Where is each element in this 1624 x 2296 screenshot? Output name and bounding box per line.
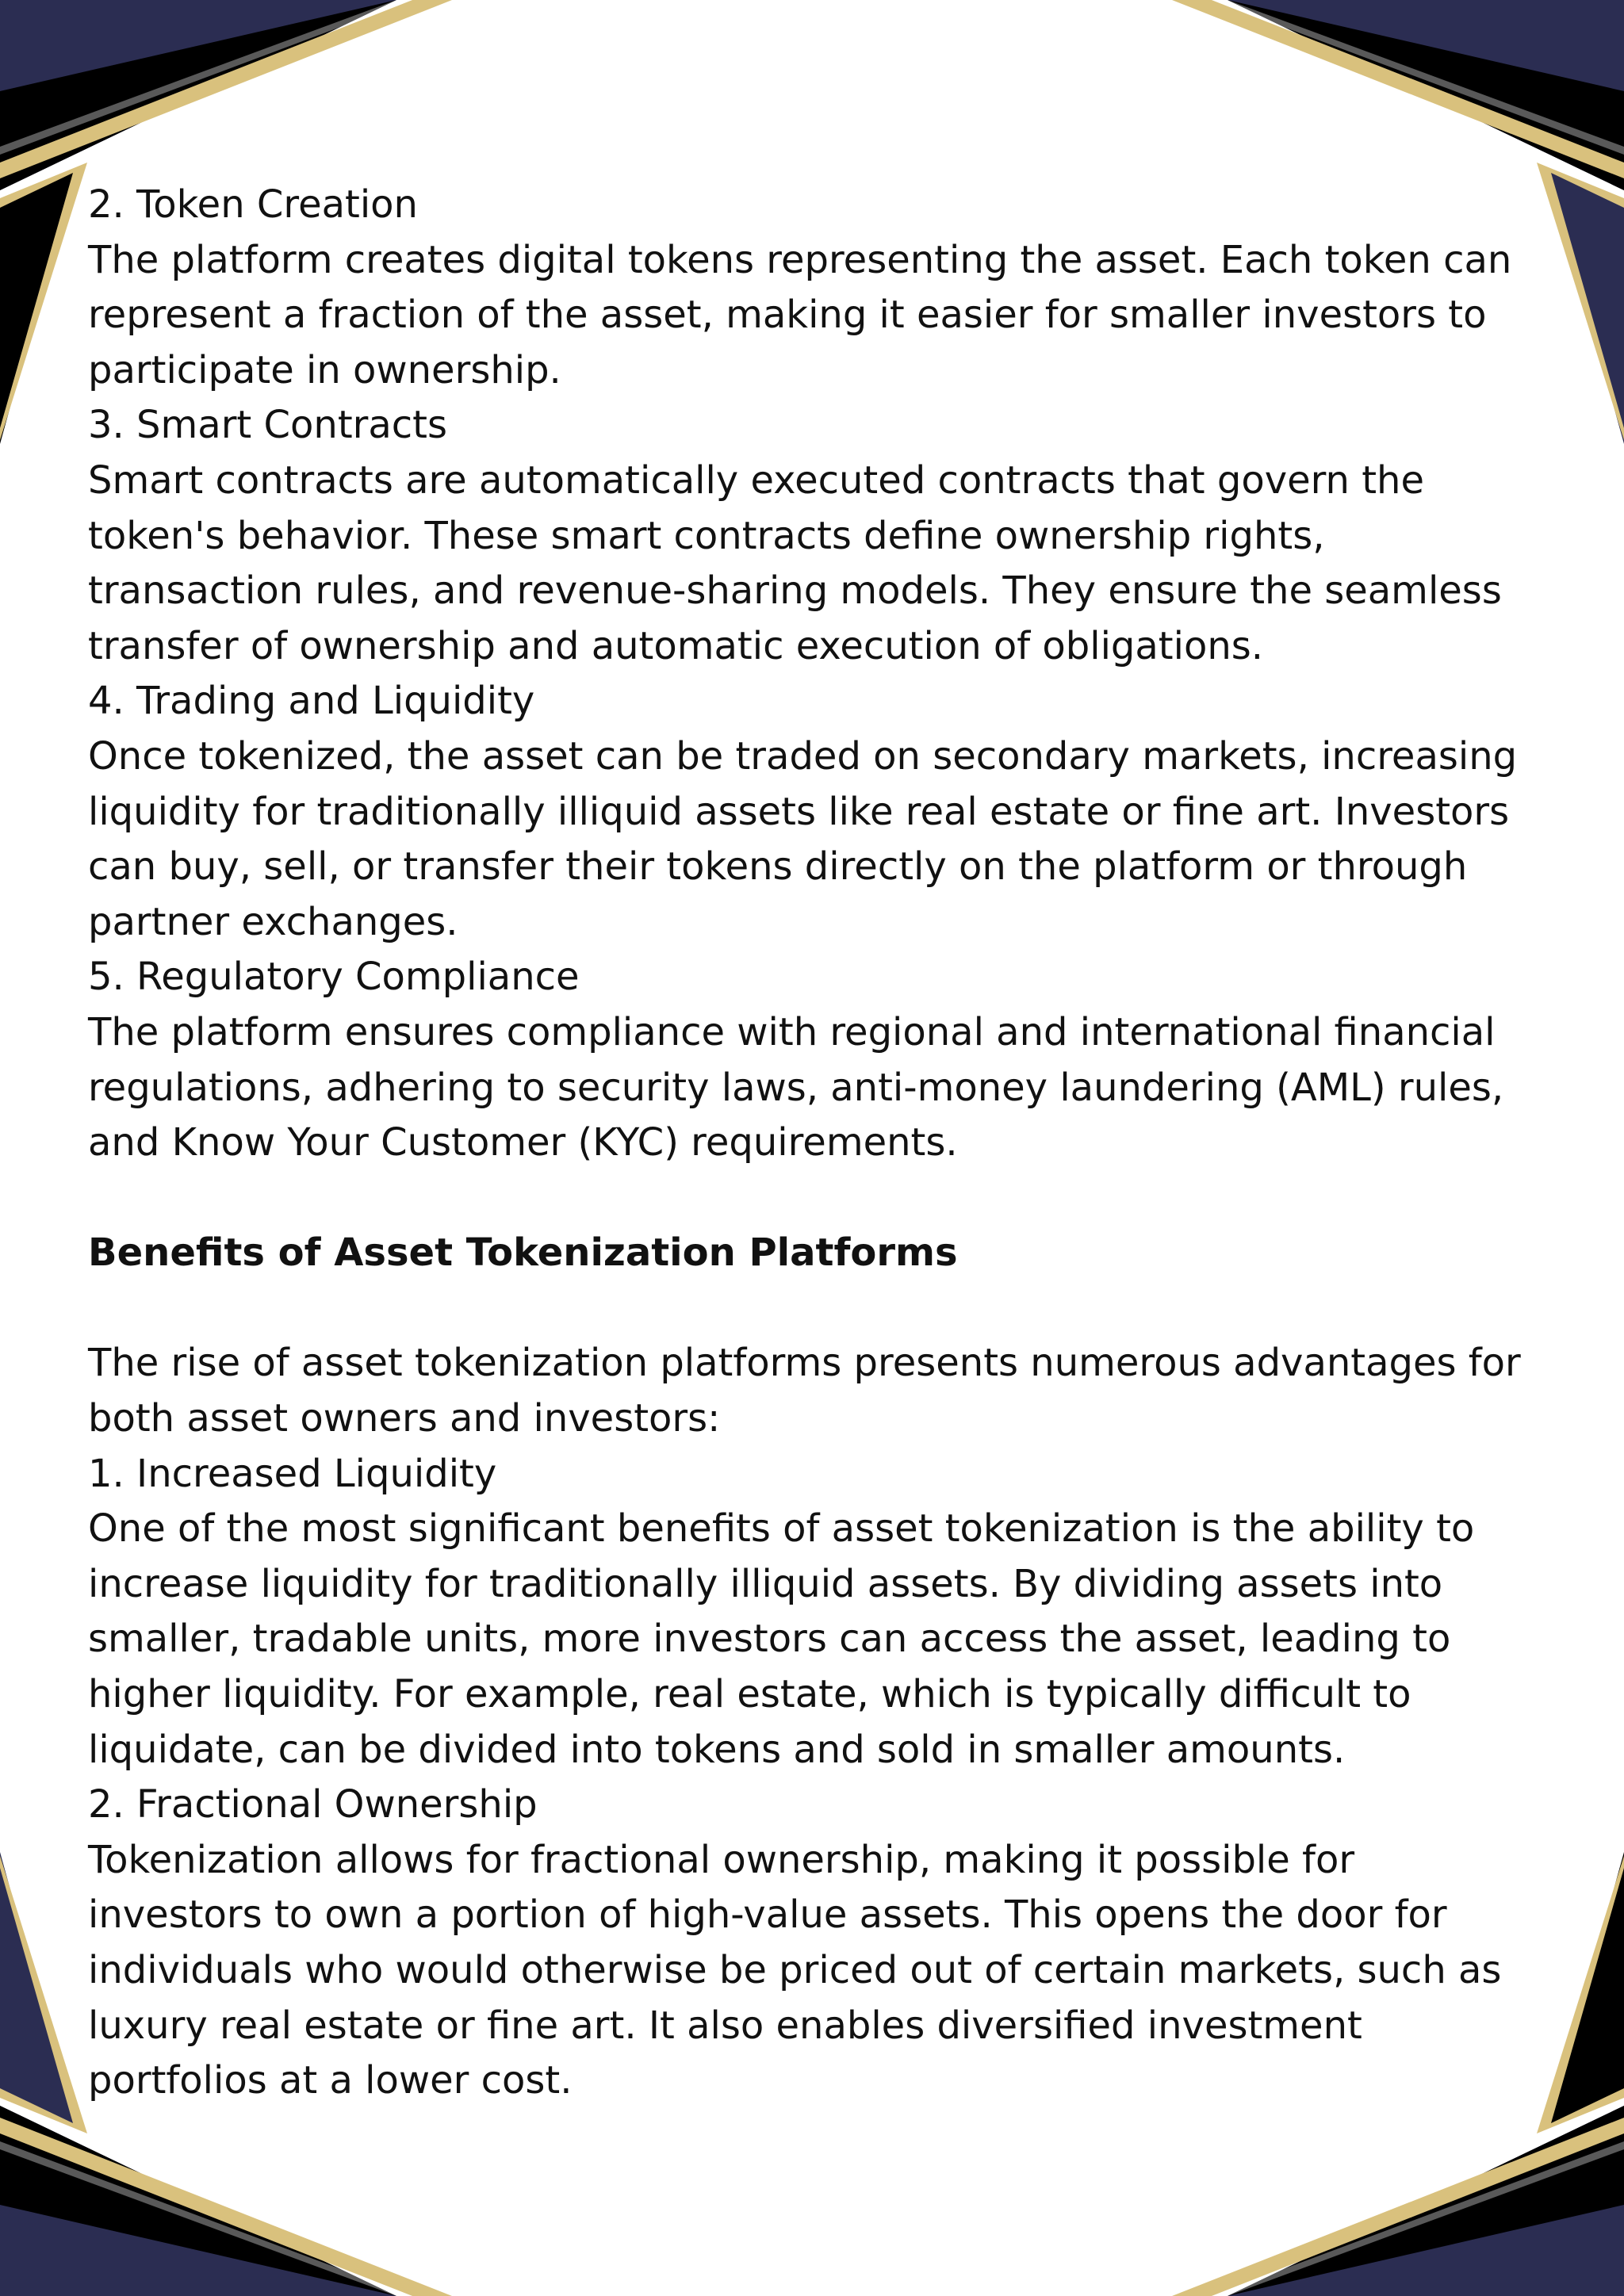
paragraph-line: higher liquidity. For example, real estate, which is typically difficult to [88,1672,1411,1717]
paragraph-line: and Know Your Customer (KYC) requirements. [88,1120,958,1165]
paragraph-line: transfer of ownership and automatic execution of obligations. [88,623,1263,668]
paragraph-line: liquidity for traditionally illiquid assets like real estate or fine art. Investors [88,789,1510,834]
section-title: 4. Trading and Liquidity [88,679,535,724]
section-title: 5. Regulatory Compliance [88,955,580,1000]
paragraph-line: represent a fraction of the asset, making it easier for smaller investors to [88,293,1487,338]
paragraph-line: One of the most significant benefits of asset tokenization is the ability to [88,1506,1475,1552]
spacer [88,1281,1539,1337]
paragraph-line: increase liquidity for traditionally illiquid assets. By dividing assets into [88,1561,1443,1606]
paragraph-line: liquidate, can be divided into tokens and sold in smaller amounts. [88,1727,1346,1772]
intro-line: both asset owners and investors: [88,1396,721,1441]
paragraph-line: participate in ownership. [88,347,561,392]
spacer [88,1171,1539,1226]
paragraph-line: can buy, sell, or transfer their tokens directly on the platform or through [88,844,1468,890]
benefits-heading: Benefits of Asset Tokenization Platforms [88,1230,958,1276]
benefit-title: 2. Fractional Ownership [88,1782,538,1827]
paragraph-line: Smart contracts are automatically executed contracts that govern the [88,457,1424,503]
paragraph-line: investors to own a portion of high-value assets. This opens the door for [88,1892,1447,1938]
paragraph-line: partner exchanges. [88,899,458,944]
section-title: 2. Token Creation [88,182,418,227]
paragraph-line: luxury real estate or fine art. It also enables diversified investment [88,2003,1362,2048]
document-body [88,178,1539,2109]
paragraph-line: token's behavior. These smart contracts define ownership rights, [88,513,1325,558]
paragraph-line: transaction rules, and revenue-sharing models. They ensure the seamless [88,568,1502,614]
section-title: 3. Smart Contracts [88,403,447,448]
paragraph-line: Tokenization allows for fractional ownership, making it possible for [88,1837,1355,1882]
paragraph-line: regulations, adhering to security laws, anti-money laundering (AML) rules, [88,1065,1504,1110]
benefit-title: 1. Increased Liquidity [88,1451,497,1496]
paragraph-line: The platform creates digital tokens representing the asset. Each token can [88,237,1512,282]
paragraph-line: individuals who would otherwise be priced out of certain markets, such as [88,1948,1502,1992]
intro-line: The rise of asset tokenization platforms presents numerous advantages for [88,1341,1521,1386]
paragraph-line: Once tokenized, the asset can be traded on secondary markets, increasing [88,733,1518,779]
paragraph-line: portfolios at a lower cost. [88,2058,573,2103]
paragraph-line: The platform ensures compliance with regional and international financial [88,1009,1496,1054]
paragraph-line: smaller, tradable units, more investors can access the asset, leading to [88,1617,1451,1662]
